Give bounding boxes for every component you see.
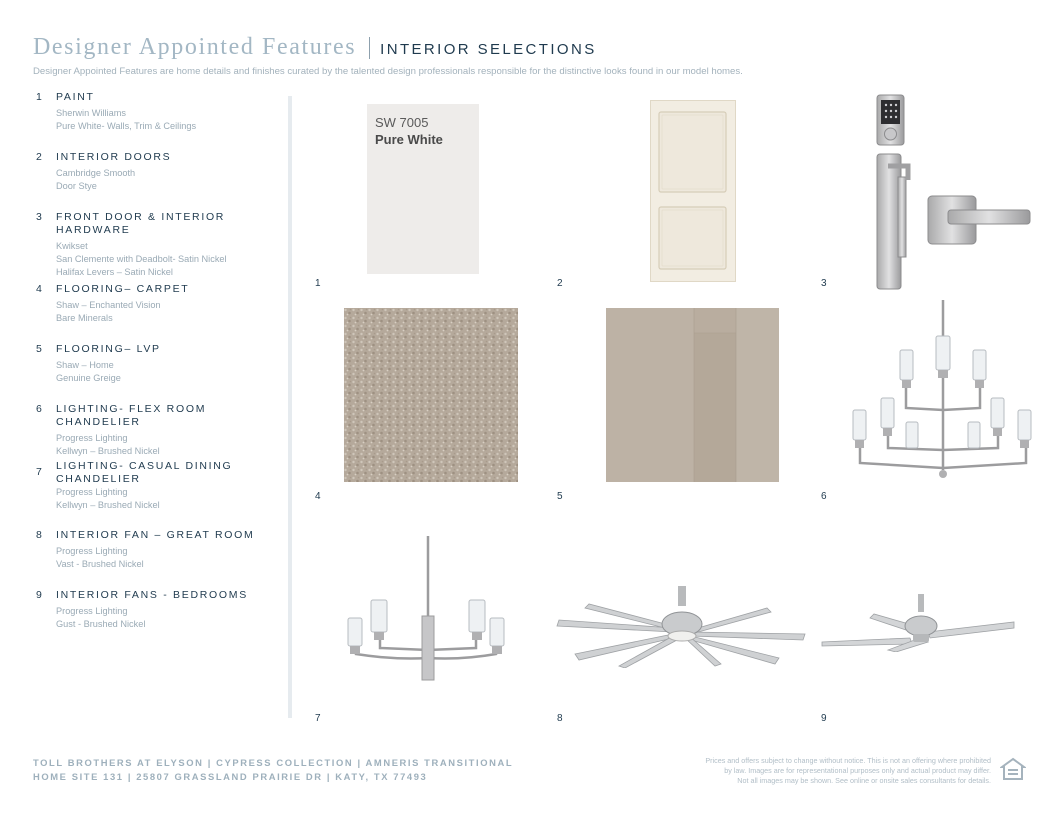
selection-number: 9 [36, 589, 43, 601]
selection-detail: Sherwin Williams [56, 108, 126, 118]
disclaimer-line: Prices and offers subject to change without notice. This is not an offering where prohibited [705, 756, 991, 765]
title-divider [369, 37, 370, 59]
flex-room-chandelier-image [850, 298, 1036, 488]
selection-item [36, 283, 288, 325]
photo-number-label: 1 [315, 278, 321, 289]
selection-name: INTERIOR FANS - BEDROOMS [56, 589, 248, 601]
disclaimer-line: by law. Images are for representational purposes only and actual product may differ. [724, 766, 991, 775]
page-subtitle: INTERIOR SELECTIONS [380, 41, 597, 58]
community-footer [33, 756, 513, 784]
selection-name: INTERIOR DOORS [56, 151, 172, 163]
photo-number-label: 2 [557, 278, 563, 289]
intro-text: Designer Appointed Features are home details and finishes curated by the talented design professionals responsible for the distinctive looks found in our model homes. [33, 66, 743, 77]
photo-number-label: 6 [821, 491, 827, 502]
selection-name: FLOORING– CARPET [56, 283, 190, 295]
selection-item [36, 151, 288, 193]
photo-number-label: 4 [315, 491, 321, 502]
selection-detail: Progress Lighting [56, 546, 128, 556]
lvp-sample-image [606, 308, 779, 482]
selection-detail: Kellwyn – Brushed Nickel [56, 446, 160, 456]
selection-detail: Progress Lighting [56, 606, 128, 616]
selection-detail: Bare Minerals [56, 313, 113, 323]
selection-detail: Vast - Brushed Nickel [56, 559, 144, 569]
legal-disclaimer [661, 756, 991, 786]
selection-number: 7 [36, 466, 43, 478]
selection-detail: Progress Lighting [56, 487, 128, 497]
selection-name: LIGHTING- FLEX ROOM CHANDELIER [56, 403, 207, 428]
selection-detail: Shaw – Home [56, 360, 114, 370]
equal-housing-opportunity-icon [1000, 757, 1026, 783]
carpet-sample-image [344, 308, 518, 482]
great-room-fan-image [555, 584, 807, 668]
selection-detail: Gust - Brushed Nickel [56, 619, 146, 629]
photo-number-label: 7 [315, 713, 321, 724]
selection-number: 1 [36, 91, 43, 103]
selection-detail: Pure White- Walls, Trim & Ceilings [56, 121, 197, 131]
photo-number-label: 5 [557, 491, 563, 502]
selection-detail: Kellwyn – Brushed Nickel [56, 500, 160, 510]
photo-number-label: 8 [557, 713, 563, 724]
selection-item [36, 529, 288, 571]
selection-detail: Halifax Levers – Satin Nickel [56, 267, 173, 277]
paint-swatch [367, 104, 479, 274]
selection-detail: Genuine Greige [56, 373, 121, 383]
selection-name: FLOORING– LVP [56, 343, 161, 355]
selection-detail: Shaw – Enchanted Vision [56, 300, 161, 310]
selection-detail: Cambridge Smooth [56, 168, 136, 178]
selection-number: 2 [36, 151, 43, 163]
selection-number: 8 [36, 529, 43, 541]
column-divider [288, 96, 292, 718]
hardware-image [868, 92, 1034, 292]
selection-item [36, 460, 288, 512]
photo-number-label: 3 [821, 278, 827, 289]
bedroom-fan-image [820, 592, 1016, 652]
selection-detail: Progress Lighting [56, 433, 128, 443]
disclaimer-line: Not all images may be shown. See online or onsite sales consultants for details. [737, 776, 991, 785]
selection-name: FRONT DOOR & INTERIOR HARDWARE [56, 211, 226, 236]
footer-line-community: TOLL BROTHERS AT ELYSON | CYPRESS COLLECTION | AMNERIS TRANSITIONAL [33, 757, 514, 768]
page-header [33, 34, 597, 61]
selection-number: 3 [36, 211, 43, 223]
selection-number: 4 [36, 283, 43, 295]
selection-item [36, 211, 288, 279]
page-title: Designer Appointed Features [33, 34, 357, 60]
selection-item [36, 91, 288, 133]
dining-chandelier-image [344, 536, 508, 692]
selection-number: 6 [36, 403, 43, 415]
selection-item [36, 589, 288, 631]
paint-name: Pure White [375, 132, 443, 147]
selection-item [36, 403, 288, 458]
selection-detail: Kwikset [56, 241, 88, 251]
paint-code: SW 7005 [375, 115, 429, 130]
selection-name: INTERIOR FAN – GREAT ROOM [56, 529, 255, 541]
selection-item [36, 343, 288, 385]
selection-detail: San Clemente with Deadbolt- Satin Nickel [56, 254, 227, 264]
door-image [650, 100, 736, 282]
selection-name: LIGHTING- CASUAL DINING CHANDELIER [56, 460, 233, 485]
footer-line-address: HOME SITE 131 | 25807 GRASSLAND PRAIRIE DR | KATY, TX 77493 [33, 771, 428, 782]
selection-number: 5 [36, 343, 43, 355]
selection-detail: Door Stye [56, 181, 97, 191]
selection-name: PAINT [56, 91, 95, 103]
photo-number-label: 9 [821, 713, 827, 724]
